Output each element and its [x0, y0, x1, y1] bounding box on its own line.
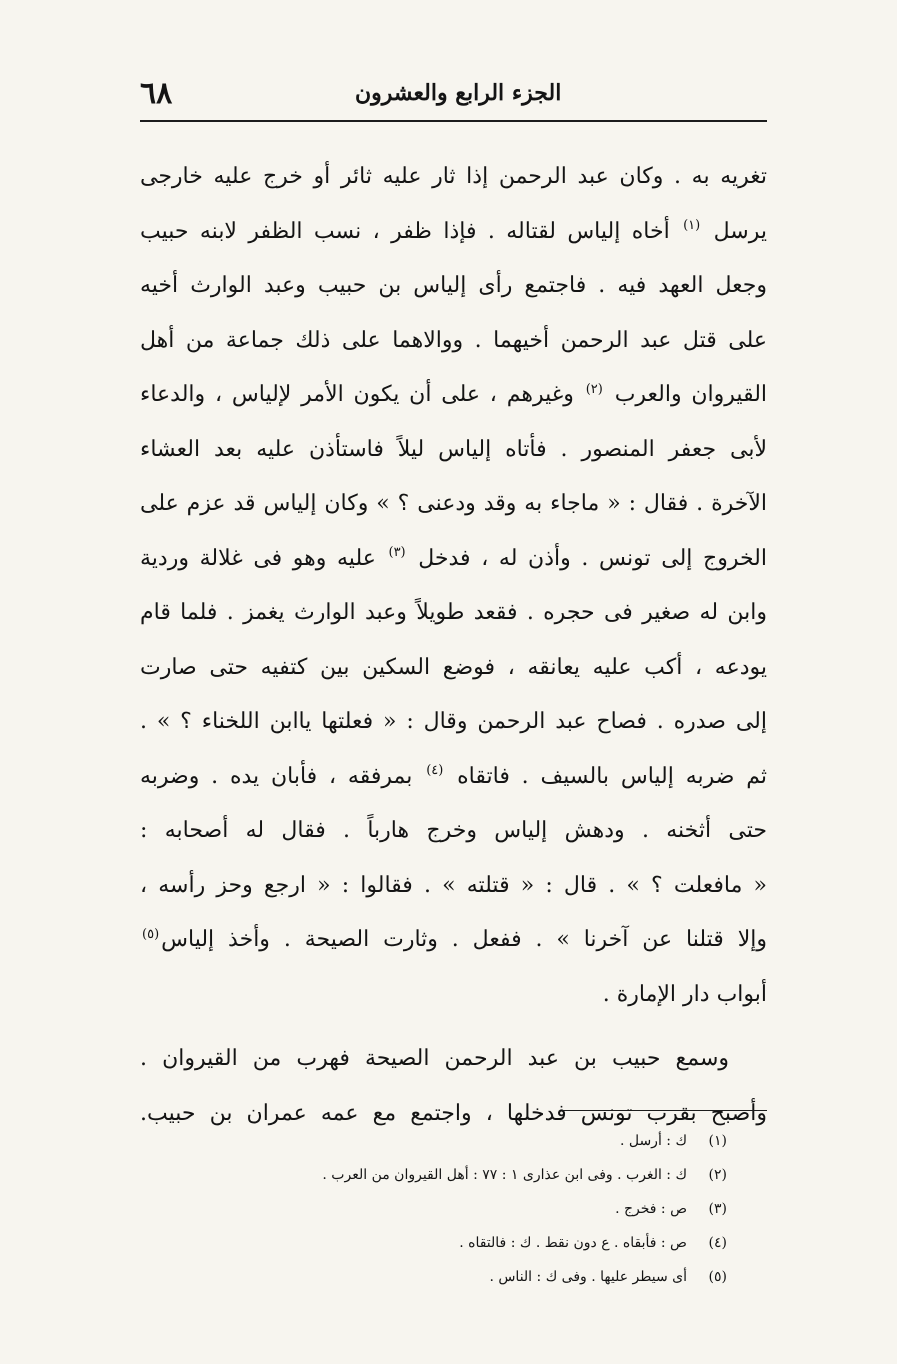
footnote-number: (٣)	[708, 1201, 727, 1217]
text-line: أبواب دار الإمارة .	[602, 981, 767, 1007]
footnote-marker: (٤)	[426, 763, 444, 779]
footnotes	[140, 1124, 727, 1294]
footnote-marker: (١)	[683, 218, 701, 234]
text-line: وسمع حبيب بن عبد الرحمن الصيحة فهرب من القيروان .	[140, 1046, 729, 1071]
footnote	[140, 1192, 727, 1226]
footnote-marker: (٢)	[585, 381, 603, 397]
text-line: وأصبح بقرب تونس فدخلها ، واجتمع مع عمه عمران بن حبيب.	[140, 1100, 767, 1126]
footnote-text: أى سيطر عليها . وفى ك : الناس .	[489, 1269, 687, 1285]
text-line: يرسل $^{(١)}$ أخاه إلياس لقتاله . فإذا ظفر ، نسب الظفر لابنه حبيب	[140, 218, 767, 244]
footnote	[140, 1158, 727, 1192]
text-line: على قتل عبد الرحمن أخيهما . ووالاهما على ذلك جماعة من أهل	[140, 327, 767, 353]
text-line: ثم ضربه إلياس بالسيف . فاتقاه $^{(٤)}$ بمرفقه ، فأبان يده . وضربه	[140, 763, 768, 789]
text-line: لأبى جعفر المنصور . فأتاه إلياس ليلاً فاستأذن عليه بعد العشاء	[140, 436, 767, 462]
footnote-marker: (٣)	[388, 545, 406, 561]
footnote-number: (٤)	[708, 1235, 727, 1251]
text-line: الآخرة . فقال : « ماجاء به وقد ودعنى ؟ » وكان إلياس قد عزم على	[140, 491, 767, 516]
header-rule	[140, 120, 767, 122]
text-line: القيروان والعرب $^{(٢)}$ وغيرهم ، على أن يكون الأمر لإلياس ، والدعاء	[140, 381, 768, 407]
footnote-number: (٥)	[708, 1269, 727, 1285]
footnote	[140, 1124, 727, 1158]
footnote-text: ص : فأبقاه . ع دون نقط . ك : فالتقاه .	[459, 1235, 687, 1251]
text-line: وإلا قتلنا عن آخرنا » . ففعل . وثارت الصيحة . وأخذ إلياس$^{(٥)}$	[142, 926, 767, 952]
footnote-text: ك : الغرب . وفى ابن عذارى ١ : ٧٧ : أهل القيروان من العرب .	[322, 1167, 687, 1183]
page-number: ٦٨	[140, 76, 173, 111]
footnote	[140, 1260, 727, 1294]
footnote-number: (١)	[708, 1133, 727, 1149]
page-header	[140, 76, 767, 116]
running-title: الجزء الرابع والعشرون	[355, 80, 562, 106]
footnote	[140, 1226, 727, 1260]
footnote-rule	[562, 1110, 767, 1111]
text-line: إلى صدره . فصاح عبد الرحمن وقال : « فعلتها ياابن اللخناء ؟ » .	[140, 709, 767, 734]
text-line: الخروج إلى تونس . وأذن له ، فدخل $^{(٣)}$ عليه وهو فى غلالة وردية	[140, 545, 767, 571]
text-line: وابن له صغير فى حجره . فقعد طويلاً وعبد الوارث يغمز . فلما قام	[140, 600, 767, 625]
paragraph-1	[140, 150, 767, 1022]
footnote-text: ك : أرسل .	[619, 1133, 687, 1149]
footnote-marker: (٥)	[142, 926, 160, 942]
text-line: « مافعلت ؟ » . قال : « قتلته » . فقالوا : « ارجع وحز رأسه ،	[140, 872, 767, 898]
body-text	[140, 150, 767, 1141]
text-line: تغريه به . وكان عبد الرحمن إذا ثار عليه ثائر أو خرج عليه خارجى	[140, 164, 767, 189]
footnote-text: ص : فخرج .	[615, 1201, 687, 1217]
text-line: يودعه ، أكب عليه يعانقه ، فوضع السكين بين كتفيه حتى صارت	[140, 654, 767, 680]
text-line: حتى أثخنه . ودهش إلياس وخرج هارباً . فقال له أصحابه :	[140, 818, 767, 843]
footnote-number: (٢)	[708, 1167, 727, 1183]
text-line: وجعل العهد فيه . فاجتمع رأى إلياس بن حبيب وعبد الوارث أخيه	[140, 273, 767, 298]
